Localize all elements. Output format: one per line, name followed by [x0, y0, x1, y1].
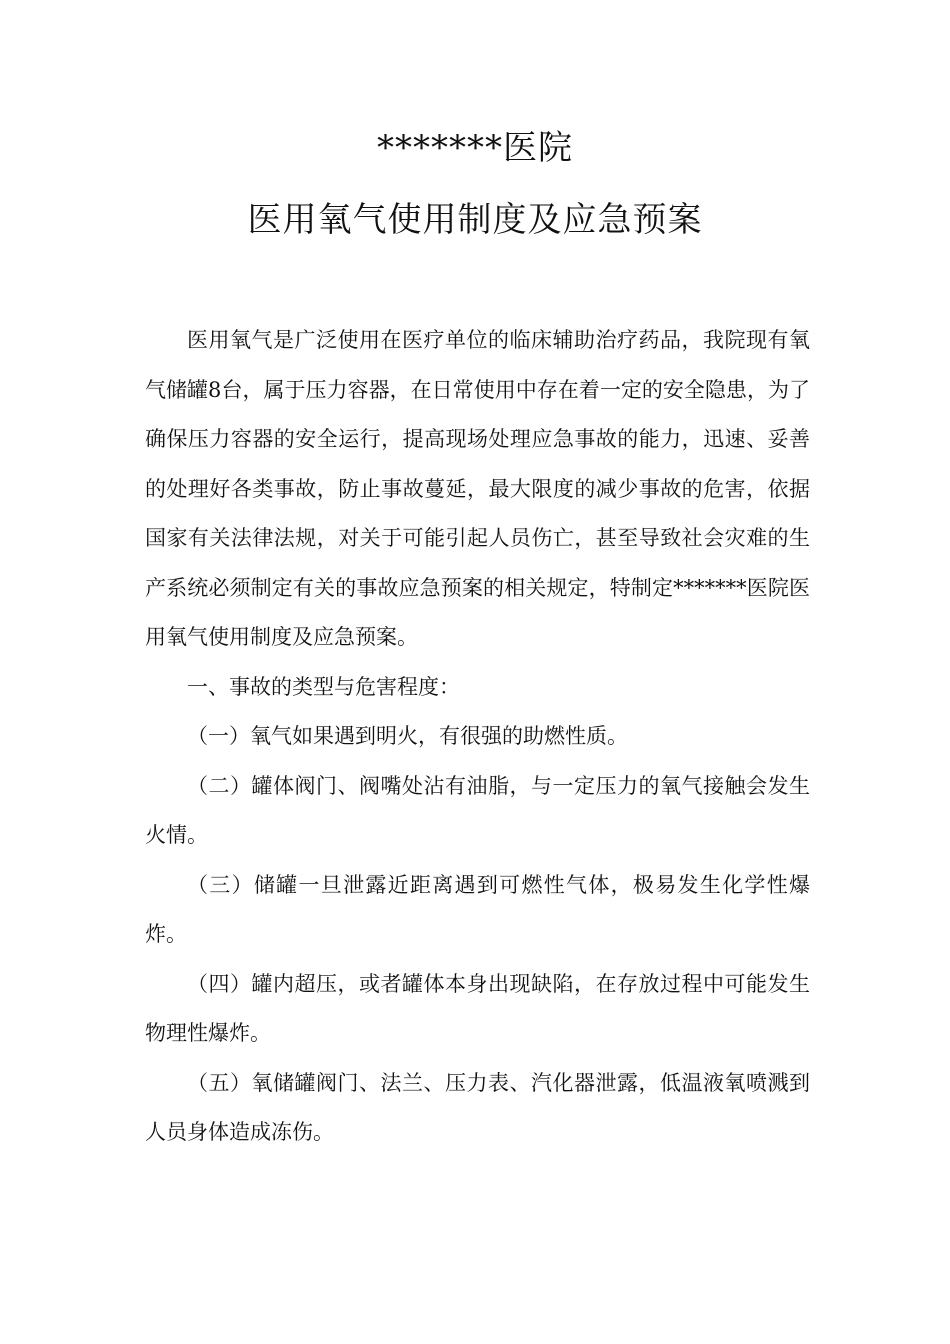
- list-item: （四）罐内超压，或者罐体本身出现缺陷，在存放过程中可能发生物理性爆炸。: [145, 971, 810, 1045]
- list-item: （五）氧储罐阀门、法兰、压力表、汽化器泄露，低温液氧喷溅到人员身体造成冻伤。: [145, 1070, 810, 1144]
- document-body: [145, 316, 810, 1158]
- intro-paragraph: 医用氧气是广泛使用在医疗单位的临床辅助治疗药品，我院现有氧气储罐8台，属于压力容器，在日常使用中存在着一定的安全隐患，为了确保压力容器的安全运行，提高现场处理应急事故的能力，迅速、妥善的处理好各类事故，防止事故蔓延，最大限度的减少事故的危害，依据国家有关法律法规，对关于可能引起人员伤亡，甚至导致社会灾难的生产系统必须制定有关的事故应急预案的相关规定，特制定*******医院医用氧气使用制度及应急预案。: [145, 328, 810, 649]
- list-item: （一）氧气如果遇到明火，有很强的助燃性质。: [187, 724, 628, 748]
- document-title: 医用氧气使用制度及应急预案: [247, 200, 703, 240]
- section-heading: 一、事故的类型与危害程度：: [187, 674, 460, 699]
- hospital-title: *******医院: [377, 128, 573, 168]
- list-item: （三）储罐一旦泄露近距离遇到可燃性气体，极易发生化学性爆炸。: [145, 872, 810, 946]
- list-item: （二）罐体阀门、阀嘴处沾有油脂，与一定压力的氧气接触会发生火情。: [145, 773, 810, 847]
